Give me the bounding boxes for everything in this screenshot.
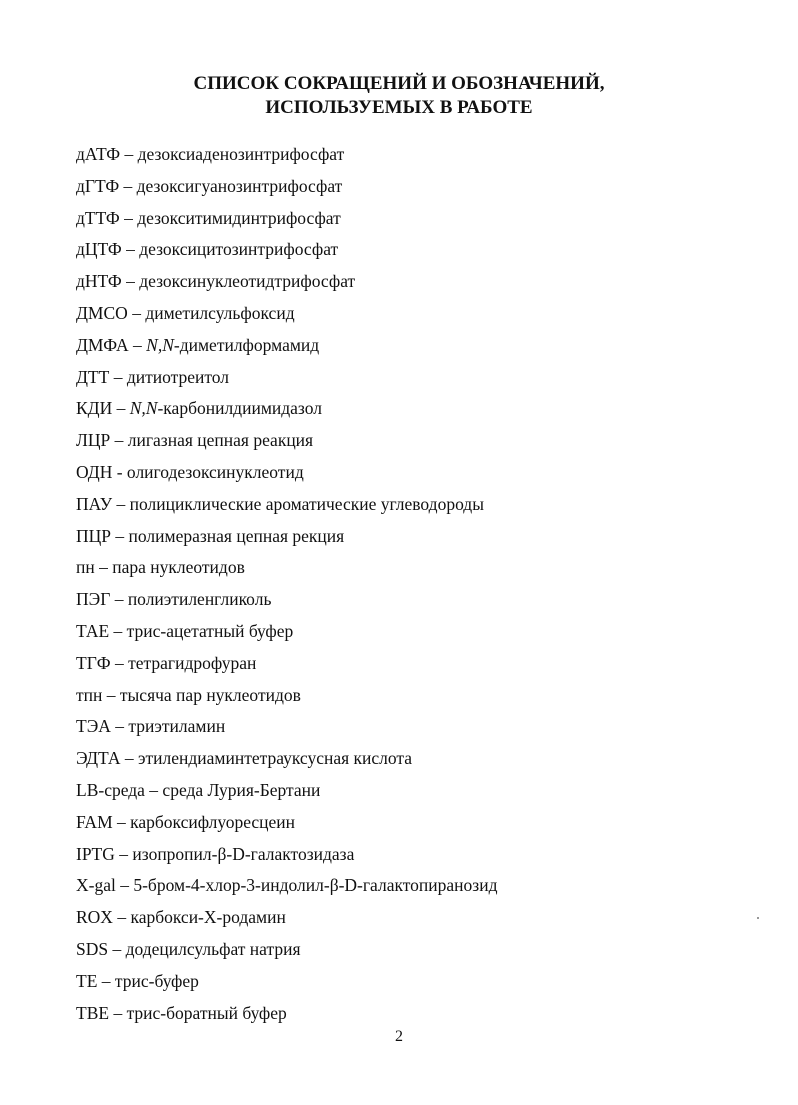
separator: – [109,620,127,641]
separator: – [112,493,130,514]
definition: полициклические ароматические углеводороды [129,493,484,514]
definition: дезоксигуанозинтрифосфат [136,175,343,196]
definition: трис-буфер [114,970,199,991]
separator: – [112,398,130,419]
definition: дезоксицитозинтрифосфат [139,239,339,260]
abbreviation-list [76,139,766,1029]
list-item [76,870,766,902]
list-item [76,584,766,616]
list-item [76,807,766,839]
italic-prefix: N,N [146,334,174,355]
definition: лигазная цепная реакция [127,430,314,451]
abbreviation: X-gal [76,875,116,896]
definition: полиэтиленгликоль [127,589,272,610]
abbreviation: ПАУ [76,493,113,514]
scan-speck [757,917,759,919]
separator: – [121,239,140,260]
list-item [76,203,766,235]
list-item [76,298,766,330]
separator: – [110,652,129,673]
definition: среда Лурия-Бертани [162,779,321,800]
definition: N,N-диметилформамид [146,334,320,355]
definition: тетрагидрофуран [128,652,257,673]
list-item [76,680,766,712]
list-item [76,775,766,807]
separator: – [144,779,163,800]
abbreviation: КДИ [76,398,113,419]
separator: – [97,970,115,991]
separator: - [112,461,127,482]
italic-prefix: N,N [129,398,158,419]
separator: – [112,811,131,832]
list-item [76,171,766,203]
abbreviation: ОДН [76,461,113,482]
title-line-1: СПИСОК СОКРАЩЕНИЙ И ОБОЗНАЧЕНИЙ, [193,73,605,94]
page-title [0,72,798,120]
list-item [76,616,766,648]
abbreviation: ПЦР [76,525,112,546]
abbreviation: ДМСО [76,302,128,323]
list-item [76,330,766,362]
list-item [76,425,766,457]
list-item [76,711,766,743]
definition: изопропил-β-D-галактозидаза [132,843,355,864]
definition: додецилсульфат натрия [125,938,301,959]
definition: этилендиаминтетрауксусная кислота [137,748,413,769]
separator: – [110,430,128,451]
abbreviation: SDS [76,938,109,959]
separator: – [120,748,138,769]
definition: 5-бром-4-хлор-3-индолил-β-D-галактопиранозид [133,875,498,896]
separator: – [94,557,113,578]
list-item [76,839,766,871]
definition: карбокси-X-родамин [130,907,286,928]
abbreviation: дГТФ [76,175,120,196]
separator: – [108,938,126,959]
separator: – [119,207,138,228]
list-item [76,362,766,394]
list-item [76,966,766,998]
separator: – [111,525,129,546]
list-item [76,521,766,553]
separator: – [110,589,128,610]
abbreviation: дТТФ [76,207,120,228]
abbreviation: IPTG [76,843,115,864]
separator: – [115,875,134,896]
abbreviation: LB-среда [76,779,145,800]
separator: – [109,1002,127,1023]
definition: N,N-карбонилдиимидазол [129,398,322,419]
abbreviation: ЭДТА [76,748,121,769]
definition: трис-боратный буфер [126,1002,287,1023]
abbreviation: FAM [76,811,113,832]
definition: тысяча пар нуклеотидов [119,684,301,705]
abbreviation: TE [76,970,98,991]
separator: – [128,334,147,355]
abbreviation: ДМФА [76,334,129,355]
definition: трис-ацетатный буфер [126,620,294,641]
list-item [76,489,766,521]
list-item [76,934,766,966]
definition: диметилсульфоксид [145,302,295,323]
list-item [76,552,766,584]
definition: пара нуклеотидов [112,557,245,578]
list-item [76,998,766,1030]
definition: карбоксифлуоресцеин [130,811,296,832]
list-item [76,648,766,680]
separator: – [114,843,133,864]
list-item [76,393,766,425]
abbreviation: ПЭГ [76,589,111,610]
separator: – [121,271,140,292]
abbreviation: ТАЕ [76,620,110,641]
separator: – [120,144,138,164]
list-item [76,457,766,489]
definition: олигодезоксинуклеотид [126,461,304,482]
abbreviation: ЛЦР [76,430,111,451]
abbreviation: ROX [76,907,113,928]
abbreviation: дЦТФ [76,239,122,260]
definition: дезоксиаденозинтрифосфат [137,144,345,164]
separator: – [102,684,120,705]
abbreviation: TBE [76,1002,110,1023]
list-item [76,266,766,298]
abbreviation: дАТФ [76,144,121,164]
definition: полимеразная цепная рекция [128,525,345,546]
abbreviation: дНТФ [76,271,122,292]
definition: дитиотреитол [126,366,230,387]
definition: дезоксинуклеотидтрифосфат [139,271,356,292]
abbreviation: ТЭА [76,716,111,737]
definition: дезокситимидинтрифосфат [137,207,341,228]
abbreviation: ТГФ [76,652,111,673]
abbreviation: пн [76,557,95,578]
title-line-2: ИСПОЛЬЗУЕМЫХ В РАБОТЕ [265,97,533,118]
definition: триэтиламин [128,716,226,737]
separator: – [109,366,127,387]
list-item [76,743,766,775]
list-item [76,139,766,171]
separator: – [119,175,137,196]
abbreviation: ДТТ [76,366,110,387]
abbreviation: тпн [76,684,103,705]
list-item [76,234,766,266]
list-item [76,902,766,934]
separator: – [110,716,129,737]
separator: – [127,302,146,323]
page-number: 2 [395,1028,403,1045]
separator: – [112,907,131,928]
